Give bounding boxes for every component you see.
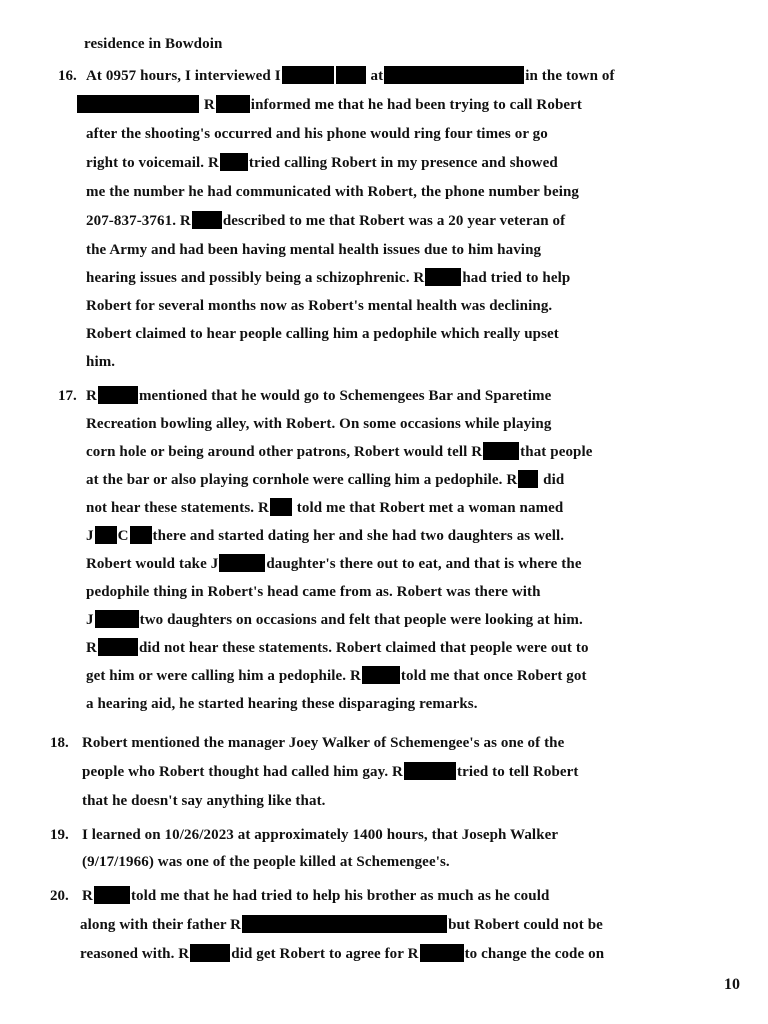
text-line: R told me that he had tried to help his brother as much as he could	[82, 888, 550, 904]
redaction-block	[362, 666, 400, 684]
redaction-block	[336, 66, 366, 84]
text-line: right to voicemail. R tried calling Robert in my presence and showed	[86, 155, 558, 171]
redaction-block	[384, 66, 524, 84]
redaction-block	[420, 944, 464, 962]
redaction-block	[95, 526, 117, 544]
redaction-block	[98, 386, 138, 404]
redaction-block	[216, 95, 250, 113]
text-line: 207-837-3761. R described to me that Robert was a 20 year veteran of	[86, 213, 566, 229]
text-line: me the number he had communicated with Robert, the phone number being	[86, 184, 580, 200]
text-line: At 0957 hours, I interviewed I at in the town of	[86, 68, 615, 84]
redaction-block	[425, 268, 461, 286]
text-line: I learned on 10/26/2023 at approximately 1400 hours, that Joseph Walker	[82, 827, 559, 843]
paragraph-number: 18.	[50, 735, 69, 751]
text-line: along with their father R but Robert could not be	[80, 917, 603, 933]
text-line: R mentioned that he would go to Schemengees Bar and Sparetime	[86, 388, 552, 404]
text-line: hearing issues and possibly being a schizophrenic. R had tried to help	[86, 270, 571, 286]
text-line: R informed me that he had been trying to call Robert	[76, 95, 582, 115]
paragraph-number: 17.	[58, 388, 77, 404]
text-line: Robert would take J daughter's there out to eat, and that is where the	[86, 556, 582, 572]
redaction-block	[270, 498, 292, 516]
text-line: Recreation bowling alley, with Robert. On some occasions while playing	[86, 416, 552, 432]
page-number: 10	[724, 976, 740, 993]
paragraph-number: 20.	[50, 888, 69, 904]
text-line: a hearing aid, he started hearing these disparaging remarks.	[86, 696, 478, 712]
text-line: after the shooting's occurred and his phone would ring four times or go	[86, 126, 548, 142]
redaction-block	[242, 915, 447, 933]
redaction-block	[94, 886, 130, 904]
text-line: pedophile thing in Robert's head came from as. Robert was there with	[86, 584, 541, 600]
text-line: R did not hear these statements. Robert claimed that people were out to	[86, 640, 589, 656]
text-line: that he doesn't say anything like that.	[82, 793, 326, 809]
redaction-block	[98, 638, 138, 656]
redaction-block	[282, 66, 334, 84]
text-line: (9/17/1966) was one of the people killed at Schemengee's.	[82, 854, 450, 870]
redaction-block	[190, 944, 230, 962]
text-line: not hear these statements. R told me that Robert met a woman named	[86, 500, 564, 516]
redaction-block	[518, 470, 538, 488]
redaction-block	[192, 211, 222, 229]
text-line: J C there and started dating her and she had two daughters as well.	[86, 528, 565, 544]
text-line: reasoned with. R did get Robert to agree for R to change the code on	[80, 946, 605, 962]
paragraph-number: 16.	[58, 68, 77, 84]
redaction-block	[483, 442, 519, 460]
text-line: corn hole or being around other patrons, Robert would tell R that people	[86, 444, 593, 460]
text-line: at the bar or also playing cornhole were calling him a pedophile. R did	[86, 472, 565, 488]
text-line: Robert claimed to hear people calling him a pedophile which really upset	[86, 326, 559, 342]
text-line: him.	[86, 354, 116, 370]
text-line: people who Robert thought had called him gay. R tried to tell Robert	[82, 764, 579, 780]
text-line: residence in Bowdoin	[84, 36, 223, 52]
redaction-block	[77, 95, 199, 113]
redaction-block	[220, 153, 248, 171]
redaction-block	[404, 762, 456, 780]
paragraph-number: 19.	[50, 827, 69, 843]
text-line: J two daughters on occasions and felt that people were looking at him.	[86, 612, 583, 628]
text-line: get him or were calling him a pedophile. R told me that once Robert got	[86, 668, 587, 684]
text-line: Robert for several months now as Robert's mental health was declining.	[86, 298, 553, 314]
text-line: Robert mentioned the manager Joey Walker of Schemengee's as one of the	[82, 735, 565, 751]
redaction-block	[95, 610, 139, 628]
redaction-block	[130, 526, 152, 544]
text-line: the Army and had been having mental health issues due to him having	[86, 242, 542, 258]
redaction-block	[219, 554, 265, 572]
